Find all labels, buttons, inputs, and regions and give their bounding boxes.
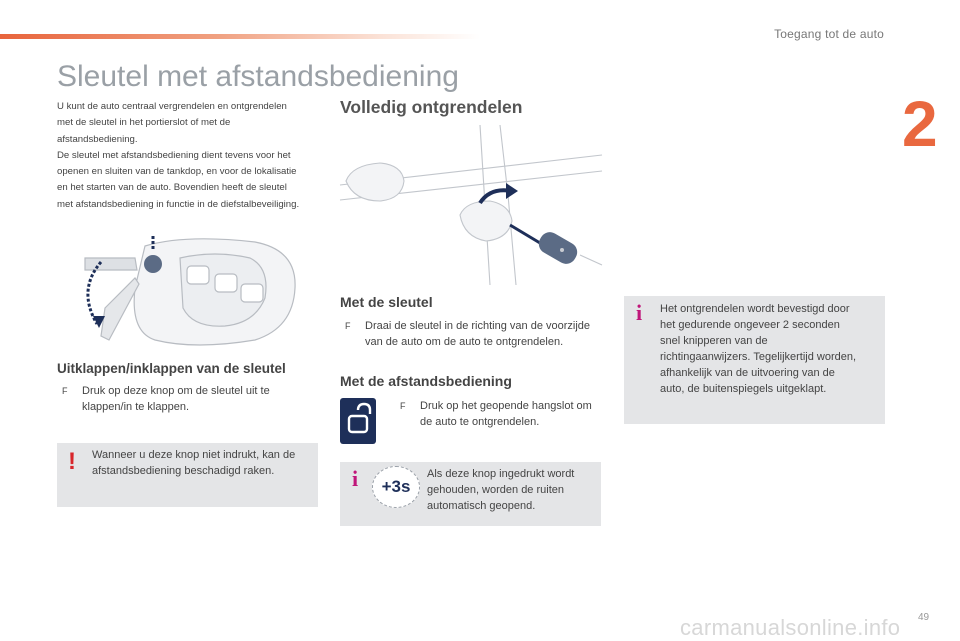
fold-instruction-text: Druk op deze knop om de sleutel uit te klappen/in te klappen. (82, 385, 270, 413)
key-heading: Met de sleutel (340, 294, 433, 310)
hold-3s-label: +3s (381, 477, 411, 496)
intro-line: U kunt de auto centraal vergrendelen en ontgrendelen (57, 101, 287, 112)
warning-icon: ! (68, 448, 76, 475)
bullet-marker: F (345, 321, 351, 331)
intro-line: met afstandsbediening in functie in de diefstalbeveiliging. (57, 198, 300, 210)
info-icon: i (636, 300, 643, 325)
fold-instruction (62, 383, 312, 415)
confirmation-info-text: Het ontgrendelen wordt bevestigd door het gedurende ongeveer 2 seconden snel knipperen van de richtingaanwijzers. Tegelijkertijd worden, afhankelijk van de uitvoering van de auto, de buitenspiegels uitgeklapt. (660, 303, 857, 395)
key-instruction-text: Draai de sleutel in de richting van de voorzijde van de auto om de auto te ontgrendelen. (365, 320, 591, 348)
door-lock-illustration (340, 125, 602, 285)
intro-line: afstandsbediening. (57, 133, 138, 145)
header-accent-bar (0, 34, 480, 39)
bullet-marker: F (400, 401, 406, 411)
intro-line: en het starten van de auto. Bovendien heeft de sleutel (57, 182, 287, 194)
intro-line: openen en sluiten van de tankdop, en voor de lokalisatie (57, 166, 297, 178)
fold-heading: Uitklappen/inklappen van de sleutel (57, 361, 286, 376)
folding-key-illustration (75, 228, 305, 353)
remote-instruction-text: Druk op het geopende hangslot om de auto te ontgrendelen. (420, 400, 592, 428)
intro-line: De sleutel met afstandsbediening dient tevens voor het (57, 149, 291, 161)
key-instruction (345, 318, 605, 350)
page-number: 49 (918, 612, 930, 623)
remote-instruction (400, 398, 600, 430)
unlock-button-icon (340, 398, 376, 444)
footer-watermark: carmanualsonline.info (680, 615, 901, 640)
warning-text: Wanneer u deze knop niet indrukt, kan de afstandsbediening beschadigd raken. (92, 449, 296, 477)
intro-line: met de sleutel in het portierslot of met de (57, 117, 231, 129)
page-title: Sleutel met afstandsbediening (57, 60, 459, 93)
intro-text (57, 99, 327, 213)
hold-info-text: Als deze knop ingedrukt wordt gehouden, worden de ruiten automatisch geopend. (427, 468, 575, 512)
hold-3s-badge (372, 466, 420, 508)
remote-heading: Met de afstandsbediening (340, 373, 512, 389)
section-title: Toegang tot de auto (774, 27, 884, 41)
unlock-heading: Volledig ontgrendelen (340, 97, 523, 117)
bullet-marker: F (62, 386, 68, 396)
info-icon: i (352, 466, 359, 491)
chapter-number: 2 (902, 88, 938, 160)
